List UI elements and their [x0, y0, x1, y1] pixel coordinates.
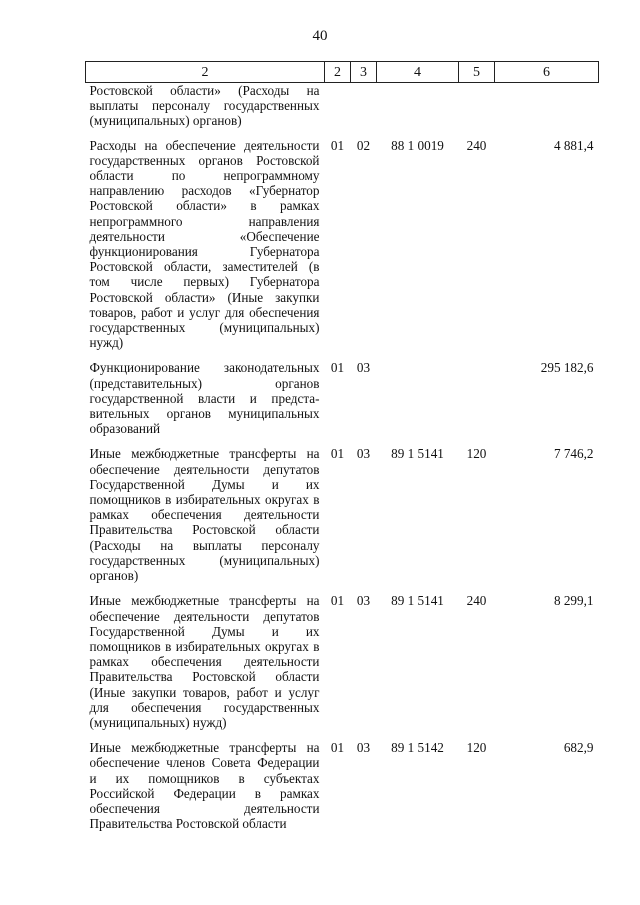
row-expense-type: 120 [466, 446, 487, 462]
row-section-code [325, 83, 351, 138]
row-expense-type: 120 [466, 740, 487, 756]
row-section-code: 01 [330, 740, 345, 756]
row-description: Иные межбюджетные трансферты на обеспечение деятельности депутатов Государственной Думы и их помощников в избирательных округах в рамках обеспечения деятельности Правительства Ростовской области (Расходы на выплаты персоналу государственных (муниципальных) органов) [89, 446, 320, 584]
row-section-code: 01 [330, 137, 345, 153]
row-subsection-code: 03 [356, 740, 371, 756]
row-amount: 295 182,6 [540, 360, 594, 376]
header-cell-rz: 2 [325, 62, 351, 83]
table-row [86, 446, 599, 593]
row-subsection-code: 03 [356, 446, 371, 462]
table-row [86, 360, 599, 446]
row-expense-type [459, 360, 495, 446]
row-subsection-code: 03 [356, 593, 371, 609]
row-amount: 7 746,2 [553, 446, 594, 462]
row-description: Функционирование законодательных (представительных) органов государственной власти и представительных органов муниципальных образований [89, 360, 320, 437]
row-target-article: 89 1 5141 [391, 446, 444, 462]
table-header [86, 62, 599, 83]
row-expense-type: 240 [466, 137, 487, 153]
page-number: 40 [312, 28, 328, 44]
row-section-code: 01 [330, 593, 345, 609]
row-amount: 4 881,4 [553, 137, 594, 153]
row-target-article: 89 1 5142 [391, 740, 444, 756]
row-target-article [377, 83, 459, 138]
row-subsection-code: 03 [356, 360, 371, 376]
row-amount: 8 299,1 [553, 593, 594, 609]
table-row [86, 138, 599, 361]
header-cell-pr: 3 [351, 62, 377, 83]
table-row [86, 83, 599, 138]
header-cell-vr: 5 [459, 62, 495, 83]
row-expense-type: 240 [466, 593, 487, 609]
row-target-article [377, 360, 459, 446]
header-cell-csr: 4 [377, 62, 459, 83]
row-target-article: 88 1 0019 [391, 137, 444, 153]
row-subsection-code [351, 83, 377, 138]
row-subsection-code: 02 [356, 137, 371, 153]
table-row [86, 740, 599, 841]
row-target-article: 89 1 5141 [391, 593, 444, 609]
row-description: Расходы на обеспечение деятельности государственных органов Ростовской области по непрограммному направлению расходов «Губернатор Ростовской области» в рамках непрограммного направления деятельности «Обеспечение функционирования Губернатора Ростовской области, заместителей (в том числе первых) Губернатора Ростовской области» (Иные закупки товаров, работ и услуг для обеспечения государственных (муниципальных) нужд) [89, 137, 320, 351]
row-amount [495, 83, 599, 138]
row-section-code: 01 [330, 446, 345, 462]
table-row [86, 593, 599, 740]
row-expense-type [459, 83, 495, 138]
row-description: Ростовской области» (Расходы на выплаты персоналу государственных (муниципальных) органов) [89, 83, 320, 129]
row-amount: 682,9 [563, 740, 594, 756]
row-section-code: 01 [330, 360, 345, 376]
row-description: Иные межбюджетные трансферты на обеспечение деятельности депутатов Государственной Думы и их помощников в избирательных округах в рамках обеспечения деятельности Правительства Ростовской области (Иные закупки товаров, работ и услуг для обеспечения государственных (муниципальных) нужд) [89, 593, 320, 730]
header-cell-sum: 6 [495, 62, 599, 83]
budget-table [85, 61, 599, 841]
row-description: Иные межбюджетные трансферты на обеспечение членов Совета Федерации и их помощников в субъектах Российской Федерации в рамках обеспечения деятельности Правительства Ростовской области [89, 740, 320, 832]
header-cell-description: 2 [86, 62, 325, 83]
